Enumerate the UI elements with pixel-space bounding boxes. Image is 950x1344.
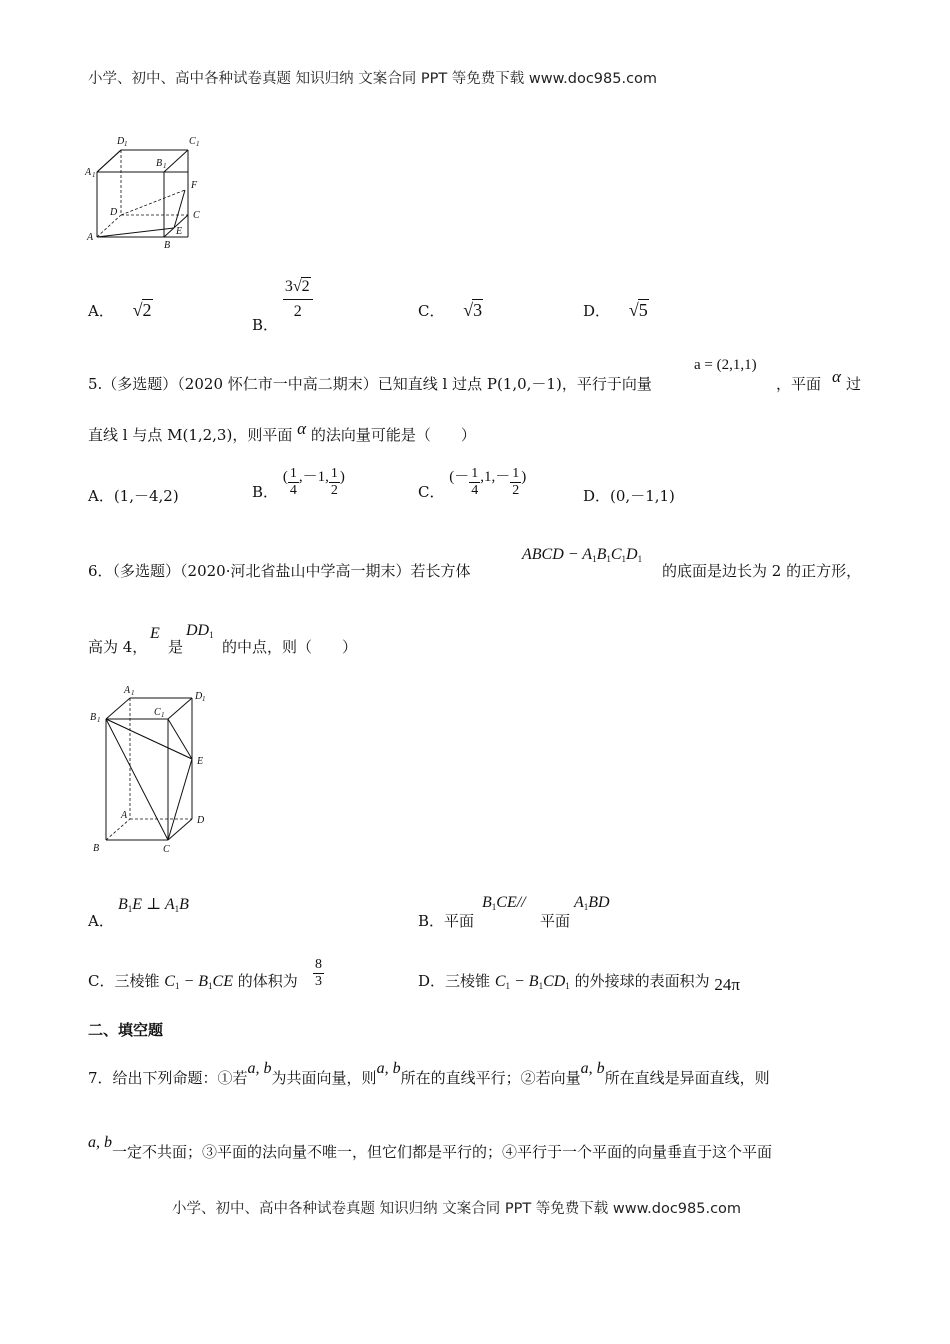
q5-option-d[interactable]: D．(0,－1,1) bbox=[583, 487, 675, 505]
q6-option-b-plane1: $B_1CE//$ bbox=[482, 894, 526, 912]
q4-option-d[interactable]: D． √5 bbox=[583, 300, 648, 320]
q5-option-c[interactable]: C． (－ $\frac{1}{4}$ ,1,－ $\frac{1}{2}$ ) bbox=[418, 466, 527, 501]
q6-option-b[interactable]: B．平面 bbox=[418, 912, 475, 930]
q5-line-1b: ，平面 bbox=[776, 375, 822, 393]
q4-option-c[interactable]: C． √3 bbox=[418, 300, 483, 320]
q6-option-c-volume: $\frac{8}{3}$ bbox=[315, 957, 322, 989]
svg-text:D: D bbox=[195, 691, 203, 702]
svg-text:E: E bbox=[197, 756, 204, 767]
header-banner: 小学、初中、高中各种试卷真题 知识归纳 文案合同 PPT 等免费下载 www.doc985.com bbox=[88, 71, 658, 87]
svg-text:1: 1 bbox=[92, 171, 96, 179]
cube-figure-1 bbox=[84, 130, 214, 255]
prism-figure-2 bbox=[88, 682, 218, 857]
svg-text:A: A bbox=[121, 810, 128, 821]
svg-text:B: B bbox=[90, 712, 97, 723]
q7-line-2: a, b一定不共面；③平面的法向量不唯一，但它们都是平行的；④平行于一个平面的向量垂直于这个平面 bbox=[88, 1134, 773, 1161]
svg-text:F: F bbox=[191, 180, 198, 191]
svg-text:C: C bbox=[193, 210, 200, 221]
q7-line-1: 7．给出下列命题：①若a, b为共面向量，则a, b所在的直线平行；②若向量a, b所在直线是异面直线，则 bbox=[88, 1060, 770, 1087]
svg-text:E: E bbox=[176, 226, 183, 237]
svg-text:1: 1 bbox=[163, 162, 167, 170]
svg-text:1: 1 bbox=[131, 689, 135, 697]
label-D1: D bbox=[117, 136, 125, 147]
q6-line-1: 6．（多选题）（2020·河北省盐山中学高一期末）若长方体 bbox=[88, 562, 471, 580]
q6-line-2: 高为 4， bbox=[88, 638, 148, 656]
q6-option-a-expr: $B_1E$ ⊥ $A_1B$ bbox=[118, 896, 189, 914]
svg-text:1: 1 bbox=[124, 140, 128, 148]
q6-line-2c: 的中点，则（ ） bbox=[222, 638, 358, 656]
q5-option-b[interactable]: B． ( $\frac{1}{4}$ ,－1, $\frac{1}{2}$ ) bbox=[252, 466, 345, 501]
label-A1: A bbox=[124, 685, 131, 696]
svg-text:1: 1 bbox=[97, 716, 101, 724]
svg-text:B: B bbox=[156, 158, 163, 169]
svg-text:C: C bbox=[154, 707, 161, 718]
svg-text:D: D bbox=[110, 207, 118, 218]
q5-line-2: 直线 l 与点 M(1,2,3)，则平面 α 的法向量可能是（ ） bbox=[88, 419, 476, 444]
svg-text:D: D bbox=[197, 815, 205, 826]
footer-banner: 小学、初中、高中各种试卷真题 知识归纳 文案合同 PPT 等免费下载 www.doc985.com bbox=[172, 1201, 742, 1217]
q5-line-1c: 过 bbox=[846, 375, 862, 393]
q6-line-2b: 是 bbox=[168, 638, 184, 656]
svg-text:A: A bbox=[87, 232, 94, 243]
q6-option-a[interactable]: A． bbox=[88, 912, 114, 930]
svg-text:1: 1 bbox=[196, 140, 200, 148]
svg-text:B: B bbox=[164, 240, 171, 251]
q5-option-a[interactable]: A．(1,－4,2) bbox=[88, 487, 179, 505]
q4-option-a[interactable]: A． √2 bbox=[88, 300, 152, 320]
q6-point-e: E bbox=[150, 625, 160, 642]
q6-option-b-plane2: $A_1BD$ bbox=[574, 894, 610, 912]
q5-line-1: 5.（多选题）（2020 怀仁市一中高二期末）已知直线 l 过点 P(1,0,－1)，平行于向量 bbox=[88, 375, 652, 393]
svg-text:A: A bbox=[85, 167, 92, 178]
q6-option-d[interactable]: D．三棱锥 $C_1 - B_1CD_1$ 的外接球的表面积为 24π bbox=[418, 972, 740, 994]
q5-alpha: α bbox=[832, 367, 841, 386]
q6-solid-name: ABCD − $A_1B_1C_1D_1$ bbox=[522, 546, 643, 564]
svg-text:B: B bbox=[93, 843, 100, 854]
svg-text:1: 1 bbox=[161, 711, 165, 719]
q6-line-1b: 的底面是边长为 2 的正方形， bbox=[662, 562, 862, 580]
svg-text:C: C bbox=[163, 844, 170, 855]
q6-segment-dd1: $DD_1$ bbox=[186, 622, 214, 640]
q6-option-c[interactable]: C．三棱锥 $C_1 - B_1CE$ 的体积为 bbox=[88, 972, 298, 991]
svg-text:1: 1 bbox=[202, 695, 206, 703]
q6-option-b-mid: 平面 bbox=[540, 912, 571, 930]
svg-text:C: C bbox=[189, 136, 196, 147]
section-title: 二、填空题 bbox=[88, 1021, 164, 1039]
q5-vector-a: a = (2,1,1) bbox=[694, 357, 757, 373]
q4-option-b[interactable]: B． $\frac{3√2}{2}$ bbox=[252, 275, 313, 324]
